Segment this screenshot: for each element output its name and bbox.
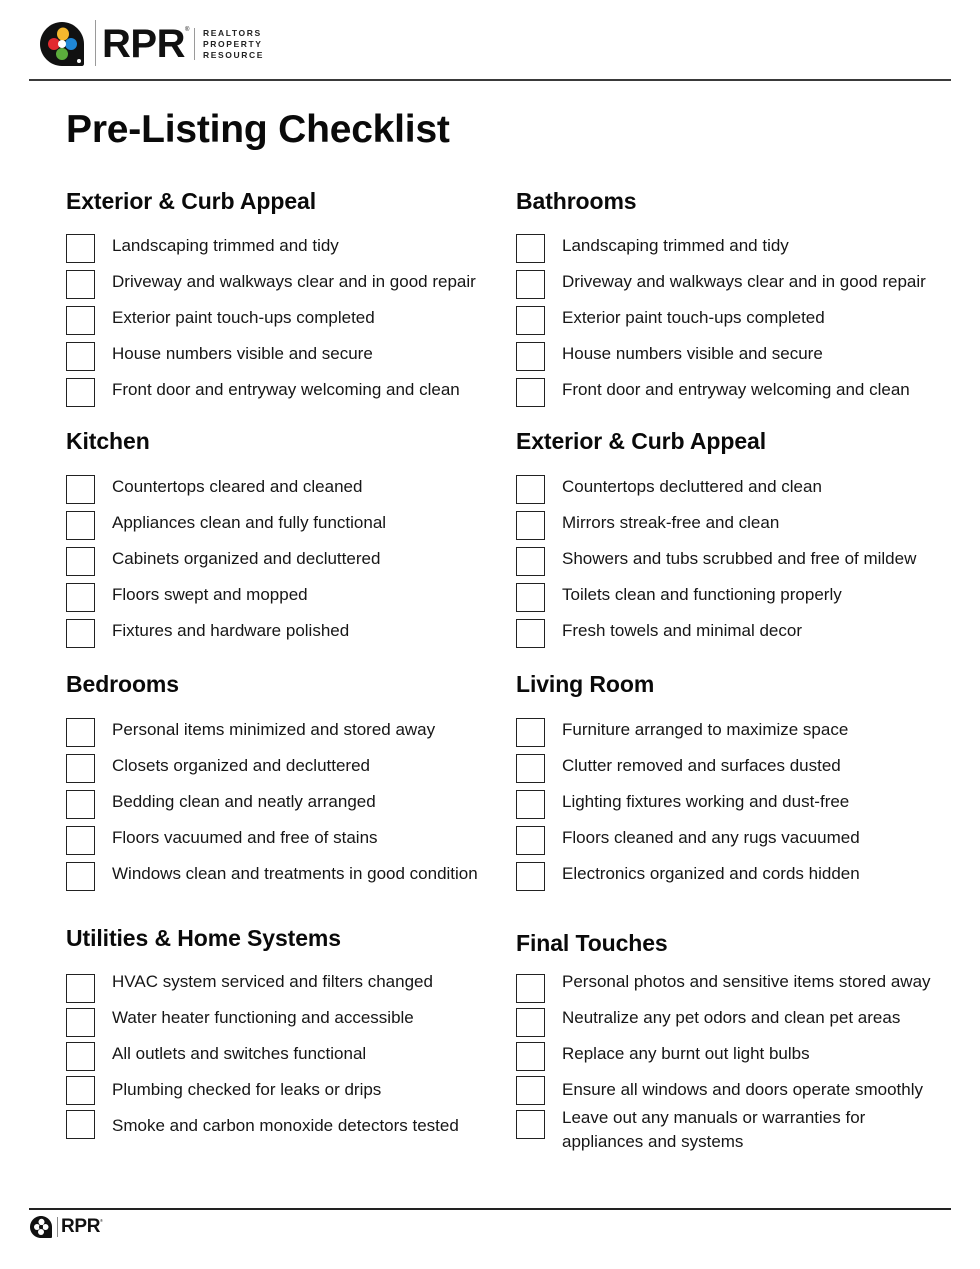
- item-label: Floors cleaned and any rugs vacuumed: [562, 828, 860, 847]
- item-label: Countertops decluttered and clean: [562, 477, 822, 496]
- checklist-item: [516, 234, 976, 266]
- checkbox[interactable]: [516, 378, 545, 407]
- checklist-item: [66, 234, 526, 266]
- item-label: Closets organized and decluttered: [112, 756, 370, 775]
- checkbox[interactable]: [66, 270, 95, 299]
- checklist-item: [516, 342, 976, 374]
- item-label: Mirrors streak-free and clean: [562, 513, 780, 532]
- checklist-item: [516, 619, 976, 651]
- checklist-item: [66, 754, 526, 786]
- brand-tagline: [203, 28, 264, 61]
- checkbox[interactable]: [516, 342, 545, 371]
- rpr-wordmark: RPR: [102, 22, 185, 66]
- checkbox[interactable]: [66, 790, 95, 819]
- checklist-item: [66, 511, 526, 543]
- checklist-item: [516, 1076, 976, 1108]
- item-label: Floors swept and mopped: [112, 585, 308, 604]
- checkbox[interactable]: [516, 511, 545, 540]
- checklist-item: [516, 1008, 976, 1040]
- section-final-touches: [516, 929, 976, 1151]
- page-title: Pre-Listing Checklist: [66, 108, 450, 151]
- item-label: Landscaping trimmed and tidy: [562, 236, 789, 255]
- item-label: HVAC system serviced and filters changed: [112, 972, 433, 991]
- page-header: [0, 0, 980, 80]
- checklist-item: [516, 790, 976, 822]
- checkbox[interactable]: [66, 583, 95, 612]
- section-exterior-curb-appeal: [66, 187, 526, 399]
- checkbox[interactable]: [66, 1008, 95, 1037]
- section-living-room: [516, 670, 976, 883]
- section-title: Kitchen: [66, 428, 150, 454]
- section-title: Final Touches: [516, 930, 668, 956]
- checkbox[interactable]: [66, 1076, 95, 1105]
- checkbox[interactable]: [516, 826, 545, 855]
- tagline-line-1: REALTORS: [203, 28, 262, 38]
- checkbox[interactable]: [66, 862, 95, 891]
- checkbox[interactable]: [66, 1042, 95, 1071]
- item-label: Showers and tubs scrubbed and free of mildew: [562, 549, 917, 568]
- item-label: Floors vacuumed and free of stains: [112, 828, 378, 847]
- checklist-item: [516, 862, 976, 894]
- section-utilities-home-systems: [66, 924, 526, 1135]
- checkbox[interactable]: [66, 1110, 95, 1139]
- section-title: Living Room: [516, 671, 655, 697]
- checkbox[interactable]: [516, 862, 545, 891]
- checkbox[interactable]: [516, 234, 545, 263]
- checklist-item: [516, 583, 976, 615]
- footer-logo-divider: [57, 1217, 58, 1237]
- section-title: Bathrooms: [516, 188, 637, 214]
- item-label: Bedding clean and neatly arranged: [112, 792, 376, 811]
- checkbox[interactable]: [516, 306, 545, 335]
- checklist-item: [516, 547, 976, 579]
- checklist-item: [66, 475, 526, 507]
- checklist-item: [66, 790, 526, 822]
- item-label: Neutralize any pet odors and clean pet areas: [562, 1008, 901, 1027]
- checkbox[interactable]: [516, 790, 545, 819]
- item-label: Personal items minimized and stored away: [112, 720, 436, 739]
- checklist-item: [66, 378, 526, 410]
- checklist-item: [516, 974, 976, 1006]
- checklist-item: [66, 306, 526, 338]
- item-label: Water heater functioning and accessible: [112, 1008, 414, 1027]
- rpr-logo-icon: [29, 1215, 53, 1239]
- checklist-item: [66, 1110, 526, 1142]
- item-label: House numbers visible and secure: [562, 344, 823, 363]
- checkbox[interactable]: [66, 547, 95, 576]
- checkbox[interactable]: [516, 1110, 545, 1139]
- item-label: Ensure all windows and doors operate smoothly: [562, 1080, 923, 1099]
- item-label: Driveway and walkways clear and in good repair: [562, 272, 926, 291]
- item-label: Countertops cleared and cleaned: [112, 477, 363, 496]
- section-bedrooms: [66, 670, 526, 883]
- checklist-item: [66, 1076, 526, 1108]
- tagline-divider: [194, 28, 195, 60]
- item-label: Plumbing checked for leaks or drips: [112, 1080, 382, 1099]
- checkbox[interactable]: [516, 1076, 545, 1105]
- checklist-item: [516, 511, 976, 543]
- checkbox[interactable]: [66, 475, 95, 504]
- checkbox[interactable]: [66, 378, 95, 407]
- section-title: Exterior & Curb Appeal: [516, 428, 766, 454]
- checklist-item: [516, 306, 976, 338]
- item-label: Personal photos and sensitive items stored away: [562, 972, 931, 991]
- checklist-item: [516, 378, 976, 410]
- checkbox[interactable]: [66, 826, 95, 855]
- checklist-item: [66, 826, 526, 858]
- item-label: Exterior paint touch-ups completed: [112, 308, 375, 327]
- item-label: Exterior paint touch-ups completed: [562, 308, 825, 327]
- item-label: Smoke and carbon monoxide detectors tested: [112, 1116, 459, 1135]
- checkbox[interactable]: [66, 306, 95, 335]
- checkbox[interactable]: [66, 754, 95, 783]
- section-bathrooms: [516, 187, 976, 399]
- checkbox[interactable]: [66, 718, 95, 747]
- item-label: All outlets and switches functional: [112, 1044, 367, 1063]
- checklist-item: [516, 1110, 976, 1166]
- checklist-item: [516, 475, 976, 507]
- checkbox[interactable]: [516, 583, 545, 612]
- checkbox[interactable]: [516, 619, 545, 648]
- item-label: Landscaping trimmed and tidy: [112, 236, 339, 255]
- item-label: Fresh towels and minimal decor: [562, 621, 802, 640]
- header-divider: [29, 79, 951, 81]
- checklist-item: [516, 1042, 976, 1074]
- item-label: Windows clean and treatments in good condition: [112, 864, 478, 883]
- item-label: Furniture arranged to maximize space: [562, 720, 849, 739]
- item-label: Leave out any manuals or warranties for appliances and systems: [562, 1108, 866, 1151]
- checkbox[interactable]: [66, 619, 95, 648]
- checkbox[interactable]: [516, 1042, 545, 1071]
- checklist-item: [66, 619, 526, 651]
- checkbox[interactable]: [516, 754, 545, 783]
- checkbox[interactable]: [66, 342, 95, 371]
- checkbox[interactable]: [516, 270, 545, 299]
- item-label: Lighting fixtures working and dust-free: [562, 792, 850, 811]
- checklist-item: [516, 270, 976, 302]
- tagline-line-2: PROPERTY: [203, 39, 263, 49]
- checklist-item: [66, 270, 526, 302]
- section-title: Exterior & Curb Appeal: [66, 188, 316, 214]
- item-label: Driveway and walkways clear and in good repair: [112, 272, 476, 291]
- tagline-line-3: RESOURCE: [203, 50, 264, 60]
- item-label: Replace any burnt out light bulbs: [562, 1044, 810, 1063]
- section-title: Utilities & Home Systems: [66, 925, 341, 951]
- logo-divider: [95, 20, 96, 66]
- checklist-item: [66, 862, 526, 894]
- checkbox[interactable]: [66, 974, 95, 1003]
- checkbox[interactable]: [516, 547, 545, 576]
- checklist-item: [516, 826, 976, 858]
- checkbox[interactable]: [66, 511, 95, 540]
- item-label: House numbers visible and secure: [112, 344, 373, 363]
- checklist-item: [66, 583, 526, 615]
- item-label: Appliances clean and fully functional: [112, 513, 387, 532]
- item-label: Toilets clean and functioning properly: [562, 585, 842, 604]
- rpr-logo-icon: [38, 20, 86, 68]
- checklist-item: [66, 1008, 526, 1040]
- checklist-item: [66, 974, 526, 1006]
- item-label: Front door and entryway welcoming and clean: [112, 380, 460, 399]
- checkbox[interactable]: [516, 974, 545, 1003]
- checkbox[interactable]: [66, 234, 95, 263]
- registered-mark: ®: [185, 27, 190, 33]
- checklist-item: [516, 754, 976, 786]
- checkbox[interactable]: [516, 718, 545, 747]
- item-label: Electronics organized and cords hidden: [562, 864, 860, 883]
- checklist-item: [66, 718, 526, 750]
- checklist-item: [516, 718, 976, 750]
- footer-wordmark: RPR: [61, 1216, 101, 1237]
- checkbox[interactable]: [516, 1008, 545, 1037]
- checkbox[interactable]: [516, 475, 545, 504]
- checklist-item: [66, 547, 526, 579]
- checklist-item: [66, 1042, 526, 1074]
- item-label: Clutter removed and surfaces dusted: [562, 756, 841, 775]
- section-kitchen: [66, 427, 526, 640]
- footer-divider: [29, 1208, 951, 1210]
- section-exterior-curb-appeal-2: [516, 427, 976, 640]
- item-label: Cabinets organized and decluttered: [112, 549, 381, 568]
- checklist-item: [66, 342, 526, 374]
- item-label: Front door and entryway welcoming and clean: [562, 380, 910, 399]
- section-title: Bedrooms: [66, 671, 179, 697]
- footer-registered-mark: ®: [100, 1218, 103, 1223]
- item-label: Fixtures and hardware polished: [112, 621, 350, 640]
